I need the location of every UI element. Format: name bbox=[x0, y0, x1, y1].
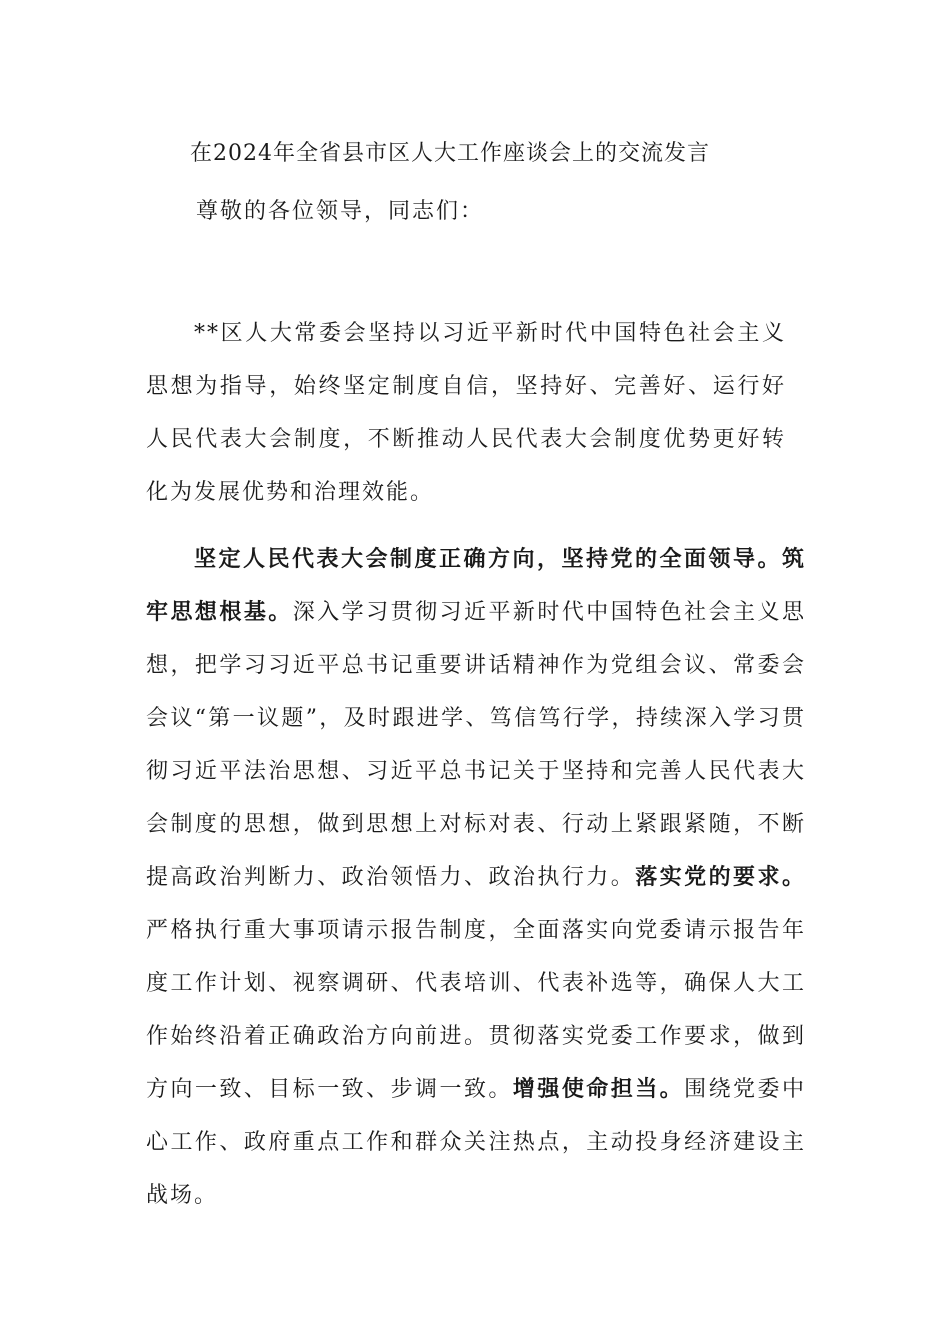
subsection-text-requirements: 严格执行重大事项请示报告制度，全面落实向党委请示报告年度工作计划、视察调研、代表培训、代表补选等，确保人大工作始终沿着正确政治方向前进。贯彻落实党委工作要求，做到方向一致、目标一致、步调一致。 bbox=[146, 918, 806, 1102]
section-paragraph bbox=[146, 533, 806, 1222]
subsection-heading-ideology: 筑牢思想根基。 bbox=[146, 546, 806, 625]
subsection-text-ideology: 深入学习贯彻习近平新时代中国特色社会主义思想，把学习习近平总书记重要讲话精神作为党组会议、常委会会议“第一议题”，及时跟进学、笃信笃行学，持续深入学习贯彻习近平法治思想、习近平总书记关于坚持和完善人民代表大会制度的思想，做到思想上对标对表、行动上紧跟紧随，不断提高政治判断力、政治领悟力、政治执行力。 bbox=[146, 600, 806, 890]
salutation: 尊敬的各位领导，同志们： bbox=[196, 199, 485, 224]
section-heading: 坚定人民代表大会制度正确方向，坚持党的全面领导。 bbox=[194, 546, 782, 572]
document-title: 在2024年全省县市区人大工作座谈会上的交流发言 bbox=[190, 141, 710, 166]
intro-paragraph: **区人大常委会坚持以习近平新时代中国特色社会主义思想为指导，始终坚定制度自信，坚持好、完善好、运行好人民代表大会制度，不断推动人民代表大会制度优势更好转化为发展优势和治理效能。 bbox=[146, 321, 786, 505]
subsection-heading-mission: 增强使命担当。 bbox=[512, 1076, 685, 1102]
subsection-text-mission: 围绕党委中心工作、政府重点工作和群众关注热点，主动投身经济建设主战场。 bbox=[146, 1077, 806, 1208]
subsection-heading-requirements: 落实党的要求。 bbox=[635, 864, 806, 890]
